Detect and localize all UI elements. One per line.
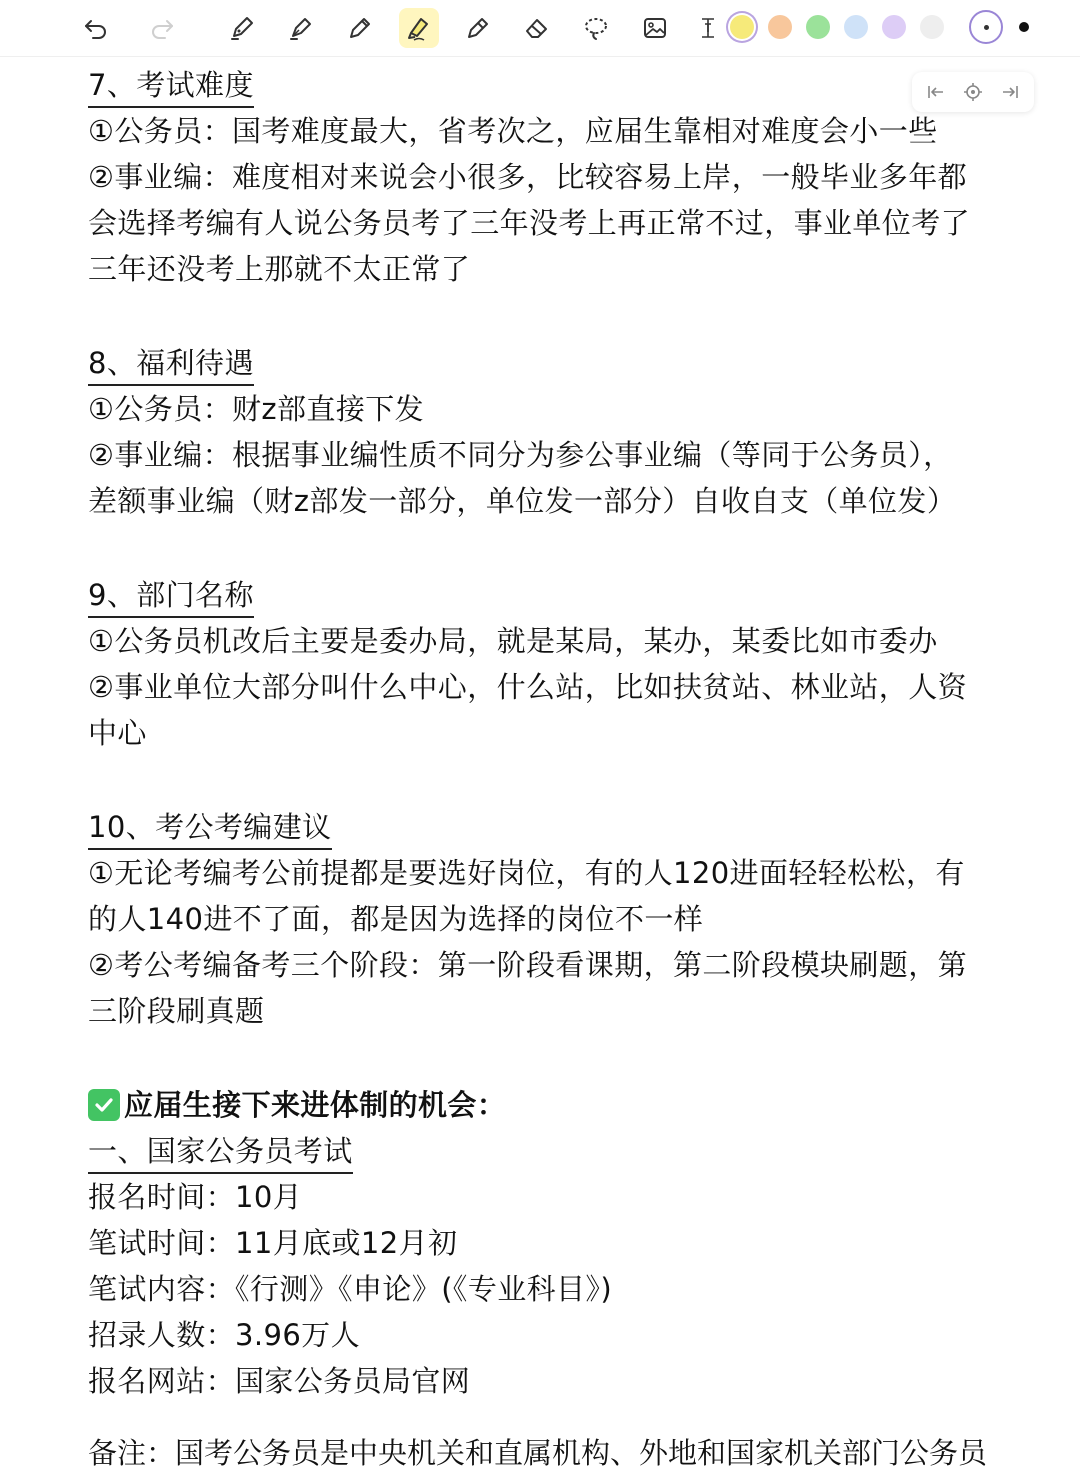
chance-heading bbox=[88, 1082, 998, 1128]
text-line: ②事业编：难度相对来说会小很多，比较容易上岸，一般毕业多年都 bbox=[88, 160, 967, 194]
text-line: ①公务员：国考难度最大，省考次之，应届生靠相对难度会小一些 bbox=[88, 114, 938, 148]
text-line: ②事业编：根据事业编性质不同分为参公事业编（等同于公务员）， bbox=[88, 438, 953, 472]
text-line: 的人140进不了面，都是因为选择的岗位不一样 bbox=[88, 902, 704, 936]
stroke-size-dot-icon bbox=[984, 25, 989, 30]
marker-tool[interactable] bbox=[458, 8, 498, 48]
chance-title: 应届生接下来进体制的机会： bbox=[124, 1088, 507, 1122]
text-line: 备注：国考公务员是中央机关和直属机构、外地和国家机关部门公务员 bbox=[88, 1436, 988, 1470]
highlighter-tool[interactable] bbox=[399, 8, 439, 48]
section-10-heading bbox=[88, 804, 998, 850]
pen-tool[interactable] bbox=[222, 8, 262, 48]
undo-icon bbox=[82, 14, 110, 42]
text-line: ②考公考编备考三个阶段：第一阶段看课期，第二阶段模块刷题，第 bbox=[88, 948, 967, 982]
jump-end-icon[interactable] bbox=[999, 81, 1021, 103]
text-box-icon bbox=[694, 14, 722, 42]
eraser-tool[interactable] bbox=[517, 8, 557, 48]
marker-icon bbox=[464, 14, 492, 42]
image-tool[interactable] bbox=[635, 8, 675, 48]
pencil-icon bbox=[346, 14, 374, 42]
text-line: 三年还没考上那就不太正常了 bbox=[88, 252, 471, 286]
lasso-icon bbox=[582, 14, 610, 42]
text-line: 招录人数：3.96万人 bbox=[88, 1318, 360, 1352]
stroke-size-small[interactable] bbox=[969, 10, 1003, 44]
text-line: ①公务员机改后主要是委办局，就是某局，某办，某委比如市委办 bbox=[88, 624, 938, 658]
highlighter-icon bbox=[405, 14, 433, 42]
stroke-size-large[interactable] bbox=[1019, 22, 1029, 32]
fountain-pen-tool[interactable] bbox=[281, 8, 321, 48]
redo-icon bbox=[148, 14, 176, 42]
undo-button[interactable] bbox=[76, 8, 116, 48]
section-8-heading bbox=[88, 340, 998, 386]
section-title: 7、考试难度 bbox=[88, 64, 254, 108]
text-line: ①公务员：财z部直接下发 bbox=[88, 392, 425, 426]
check-mark-icon bbox=[88, 1089, 120, 1121]
pen-icon bbox=[228, 14, 256, 42]
text-line: 笔试时间：11月底或12月初 bbox=[88, 1226, 458, 1260]
section-title: 10、考公考编建议 bbox=[88, 806, 332, 850]
redo-button[interactable] bbox=[142, 8, 182, 48]
text-line: 笔试内容：《行测》《申论》(《专业科目》) bbox=[88, 1272, 613, 1306]
lasso-tool[interactable] bbox=[576, 8, 616, 48]
color-swatch-blue[interactable] bbox=[844, 15, 868, 39]
text-line: 三阶段刷真题 bbox=[88, 994, 265, 1028]
section-title: 9、部门名称 bbox=[88, 574, 254, 618]
color-swatch-yellow[interactable] bbox=[730, 15, 754, 39]
text-line: 报名时间：10月 bbox=[88, 1180, 303, 1214]
image-icon bbox=[641, 14, 669, 42]
fountain-pen-icon bbox=[287, 14, 315, 42]
section-9-heading bbox=[88, 572, 998, 618]
text-line: 报名网站：国家公务员局官网 bbox=[88, 1364, 471, 1398]
text-line: ②事业单位大部分叫什么中心，什么站，比如扶贫站、林业站，人资 bbox=[88, 670, 967, 704]
text-line: ①无论考编考公前提都是要选好岗位，有的人120进面轻轻松松，有 bbox=[88, 856, 965, 890]
drawing-toolbar bbox=[0, 0, 1080, 57]
section-7-heading bbox=[88, 62, 998, 108]
pencil-tool[interactable] bbox=[340, 8, 380, 48]
section-title: 一、国家公务员考试 bbox=[88, 1130, 353, 1174]
text-line: 中心 bbox=[88, 716, 147, 750]
note-content bbox=[88, 62, 998, 1404]
color-swatch-green[interactable] bbox=[806, 15, 830, 39]
color-swatch-orange[interactable] bbox=[768, 15, 792, 39]
color-swatch-purple[interactable] bbox=[882, 15, 906, 39]
eraser-icon bbox=[523, 14, 551, 42]
clipped-text-line bbox=[88, 1432, 988, 1470]
text-line: 差额事业编（财z部发一部分，单位发一部分）自收自支（单位发） bbox=[88, 484, 957, 518]
text-box-tool[interactable] bbox=[688, 8, 728, 48]
section-title: 8、福利待遇 bbox=[88, 342, 254, 386]
color-swatch-add[interactable] bbox=[920, 15, 944, 39]
national-exam-heading bbox=[88, 1128, 998, 1174]
text-line: 会选择考编有人说公务员考了三年没考上再正常不过，事业单位考了 bbox=[88, 206, 971, 240]
